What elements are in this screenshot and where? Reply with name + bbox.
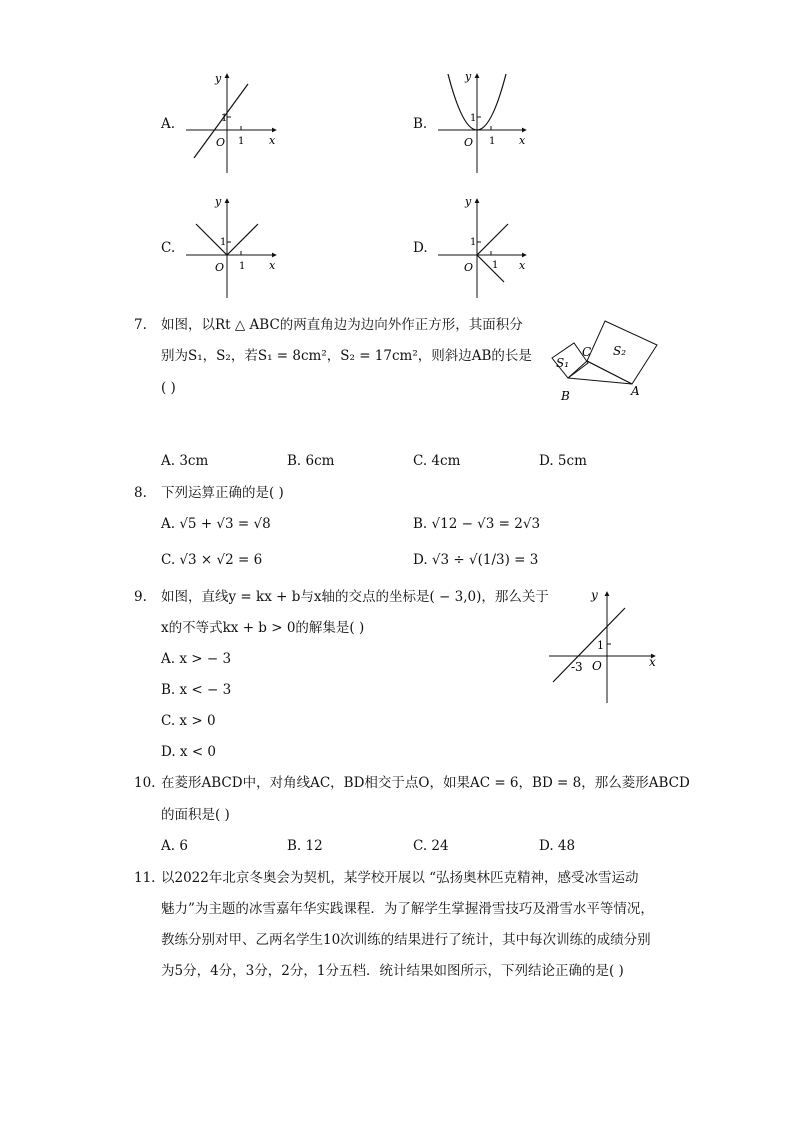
label-one: 1 <box>597 639 604 652</box>
label-c: C <box>582 345 592 359</box>
q6-graph-d <box>430 193 530 300</box>
q7-option-a[interactable]: A. 3cm <box>161 453 209 469</box>
q8-option-a[interactable]: A. √5 + √3 = √8 <box>161 516 271 532</box>
q8-option-c[interactable]: C. √3 × √2 = 6 <box>161 552 263 568</box>
q11-line-2: 魅力”为主题的冰雪嘉年华实践课程．为了解学生掌握滑雪技巧及滑雪水平等情况， <box>161 901 654 917</box>
q11-line-1: 以2022年北京冬奥会为契机，某学校开展以 “弘扬奥林匹克精神，感受冰雪运动 <box>161 870 639 886</box>
graph-ray-down <box>477 255 504 282</box>
q8-number: 8. <box>134 485 147 501</box>
q10-line-2: 的面积是( ) <box>161 807 230 823</box>
q9-option-a[interactable]: A. x > − 3 <box>161 651 232 667</box>
tick-label-x: 1 <box>238 136 245 147</box>
q9-figure <box>545 586 663 706</box>
q10-option-a[interactable]: A. 6 <box>161 838 188 854</box>
q6-option-a-letter: A. <box>161 116 176 132</box>
q6-option-c-letter: C. <box>161 240 176 256</box>
graph-ray-up <box>477 224 508 255</box>
q7-option-b[interactable]: B. 6cm <box>287 453 335 469</box>
q7-figure <box>538 318 663 403</box>
y-label: y <box>465 70 472 83</box>
label-b: B <box>561 389 570 403</box>
q11-line-3: 教练分别对甲、乙两名学生10次训练的结果进行了统计，其中每次训练的成绩分别 <box>161 932 651 948</box>
q9-line-1: 如图，直线y = kx + b与x轴的交点的坐标是( − 3,0)，那么关于 <box>161 589 549 605</box>
tick-label-x: 1 <box>492 260 499 271</box>
q10-option-d[interactable]: D. 48 <box>539 838 576 854</box>
q8-stem: 下列运算正确的是( ) <box>161 485 284 501</box>
origin-label: O <box>592 659 602 673</box>
origin-label: O <box>215 261 225 274</box>
q9-option-b[interactable]: B. x < − 3 <box>161 682 232 698</box>
tick-label-y: 1 <box>221 113 228 124</box>
q6-graph-c <box>180 193 280 300</box>
q7-option-d[interactable]: D. 5cm <box>539 453 587 469</box>
q9-option-c[interactable]: C. x > 0 <box>161 713 216 729</box>
q10-line-1: 在菱形ABCD中，对角线AC，BD相交于点O，如果AC = 6，BD = 8，那么菱形ABCD <box>161 775 690 791</box>
tick-label-y: 1 <box>470 237 477 248</box>
q8-option-b[interactable]: B. √12 − √3 = 2√3 <box>413 516 541 532</box>
q7-line-1: 如图，以Rt △ ABC的两直角边为边向外作正方形，其面积分 <box>161 317 523 333</box>
origin-label: O <box>464 261 474 274</box>
q9-line-2: x的不等式kx + b > 0的解集是( ) <box>161 620 365 636</box>
q11-line-4: 为5分，4分，3分，2分，1分五档．统计结果如图所示，下列结论正确的是( ) <box>161 963 624 979</box>
tick-label-y: 1 <box>220 237 227 248</box>
q10-option-c[interactable]: C. 24 <box>413 838 449 854</box>
tick-label-x: 1 <box>489 136 496 147</box>
q7-number: 7. <box>134 317 147 333</box>
q7-option-c[interactable]: C. 4cm <box>413 453 461 469</box>
q6-graph-a <box>180 70 280 175</box>
q9-number: 9. <box>134 589 147 605</box>
x-label: x <box>519 134 526 147</box>
y-label: y <box>215 72 222 85</box>
tick-label-x: 1 <box>239 261 246 272</box>
q8-option-d[interactable]: D. √3 ÷ √(1/3) = 3 <box>413 552 539 568</box>
x-label: x <box>649 655 656 669</box>
y-label: y <box>591 588 598 602</box>
y-label: y <box>465 195 472 208</box>
label-s2: S₂ <box>613 344 627 358</box>
origin-label: O <box>216 136 226 149</box>
q6-graph-b <box>430 68 530 175</box>
q9-option-d[interactable]: D. x < 0 <box>161 744 217 760</box>
line-y-kx-b <box>553 608 625 682</box>
y-label: y <box>215 195 222 208</box>
label-s1: S₁ <box>556 356 570 370</box>
q7-line-2: 别为S₁，S₂，若S₁ = 8cm²，S₂ = 17cm²，则斜边AB的长是 <box>161 348 532 364</box>
triangle-abc <box>568 361 632 384</box>
q6-option-b-letter: B. <box>413 116 428 132</box>
q10-option-b[interactable]: B. 12 <box>287 838 323 854</box>
tick-label-y: 1 <box>470 113 477 124</box>
q6-option-d-letter: D. <box>413 240 428 256</box>
q10-number: 10. <box>134 775 156 791</box>
x-label: x <box>269 134 276 147</box>
x-label: x <box>269 259 276 272</box>
q7-line-3: ( ) <box>161 380 176 396</box>
origin-label: O <box>464 136 474 149</box>
x-label: x <box>519 259 526 272</box>
label-neg3: -3 <box>571 660 583 674</box>
label-a: A <box>631 384 640 398</box>
q11-number: 11. <box>134 870 156 886</box>
